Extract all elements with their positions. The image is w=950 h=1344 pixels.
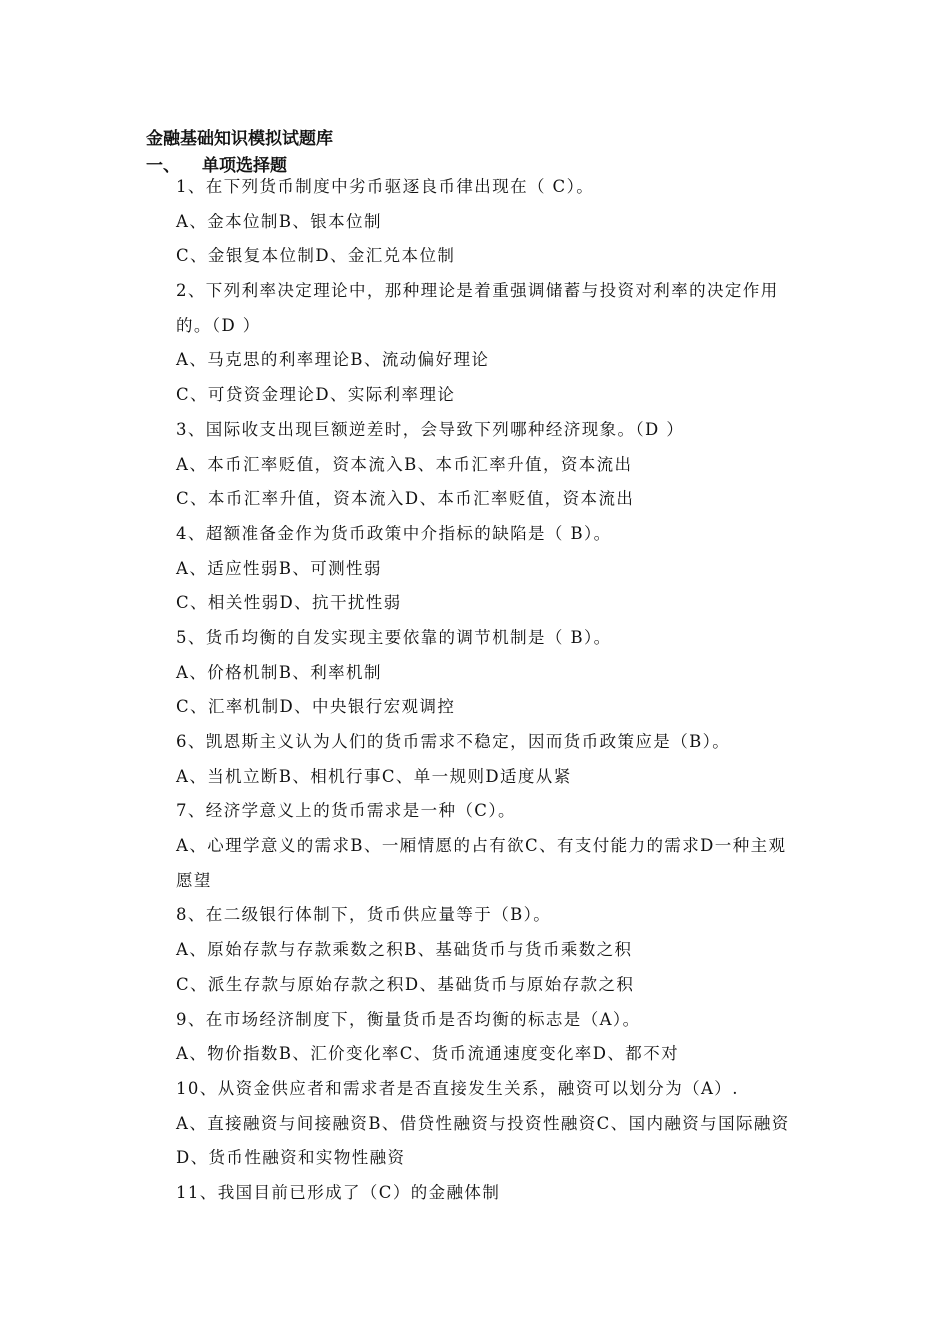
text-line: C、可贷资金理论D、实际利率理论 [176, 385, 456, 405]
question-list [176, 175, 816, 1216]
section-heading [146, 151, 287, 176]
text-line: A、适应性弱B、可测性弱 [176, 558, 382, 578]
text-line: A、马克思的利率理论B、流动偏好理论 [176, 350, 490, 370]
document-title: 金融基础知识模拟试题库 [146, 129, 333, 149]
text-line: 5、货币均衡的自发实现主要依靠的调节机制是（ B）。 [176, 627, 612, 647]
text-line: A、本币汇率贬值，资本流入B、本币汇率升值，资本流出 [176, 454, 633, 474]
text-line: 4、超额准备金作为货币政策中介指标的缺陷是（ B）。 [176, 523, 612, 543]
text-line: C、相关性弱D、抗干扰性弱 [176, 593, 402, 613]
text-line: 6、凯恩斯主义认为人们的货币需求不稳定，因而货币政策应是（B）。 [176, 732, 731, 751]
text-line: A、原始存款与存款乘数之积B、基础货币与货币乘数之积 [176, 940, 633, 960]
text-line: 的。（D ） [176, 315, 261, 335]
section-label: 单项选择题 [202, 156, 287, 176]
text-line: 11、我国目前已形成了（C）的金融体制 [176, 1182, 501, 1202]
text-line: A、直接融资与间接融资B、借贷性融资与投资性融资C、国内融资与国际融资 [176, 1113, 790, 1133]
text-line: A、心理学意义的需求B、一厢情愿的占有欲C、有支付能力的需求D一种主观 [176, 836, 787, 856]
text-line: 9、在市场经济制度下，衡量货币是否均衡的标志是（A）。 [176, 1009, 641, 1029]
text-line: C、本币汇率升值，资本流入D、本币汇率贬值，资本流出 [176, 489, 635, 509]
text-line: 2、下列利率决定理论中，那种理论是着重强调储蓄与投资对利率的决定作用 [176, 281, 779, 301]
text-line: 7、经济学意义上的货币需求是一种（C）。 [176, 801, 516, 821]
text-line: A、金本位制B、银本位制 [176, 211, 382, 231]
text-line: 1、在下列货币制度中劣币驱逐良币律出现在（ C）。 [176, 177, 595, 196]
text-line: A、价格机制B、利率机制 [176, 662, 382, 682]
text-line: A、物价指数B、汇价变化率C、货币流通速度变化率D、都不对 [176, 1044, 679, 1064]
text-line: A、当机立断B、相机行事C、单一规则D适度从紧 [176, 766, 572, 786]
text-line: C、汇率机制D、中央银行宏观调控 [176, 697, 456, 717]
text-line: 10、从资金供应者和需求者是否直接发生关系，融资可以划分为（A）. [176, 1078, 739, 1098]
text-line: D、货币性融资和实物性融资 [176, 1148, 406, 1168]
section-number: 一、 [146, 156, 180, 176]
text-line: C、派生存款与原始存款之积D、基础货币与原始存款之积 [176, 974, 635, 994]
text-line: C、金银复本位制D、金汇兑本位制 [176, 246, 456, 266]
text-line: 3、国际收支出现巨额逆差时，会导致下列哪种经济现象。（D ） [176, 419, 685, 439]
text-line: 8、在二级银行体制下，货币供应量等于（B）。 [176, 905, 552, 925]
text-line: 愿望 [176, 870, 212, 890]
